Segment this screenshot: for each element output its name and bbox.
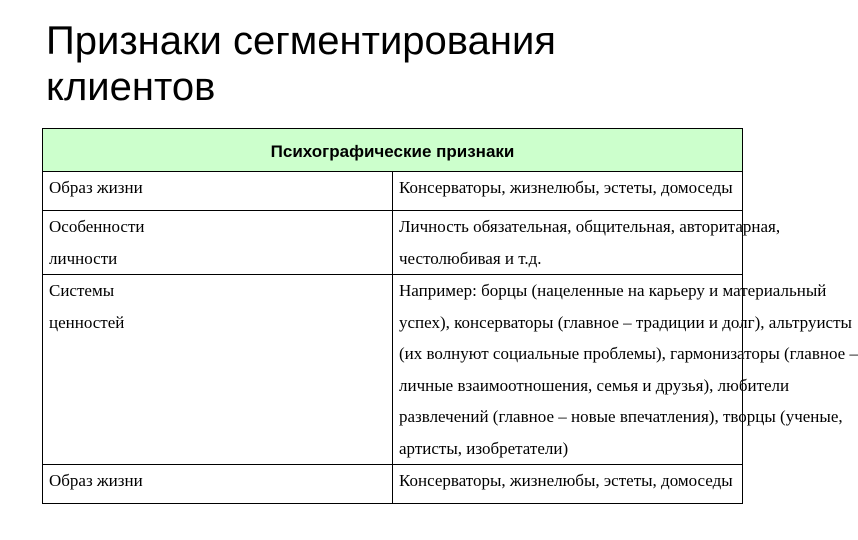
table-header-row (43, 129, 743, 172)
row-value-line: артисты, изобретатели) (399, 438, 569, 458)
row-label (43, 275, 393, 465)
slide-title-line-1: Признаки сегментирования (46, 19, 556, 63)
row-value-line: успех), консерваторы (главное – традиции и долг), альтруисты (399, 312, 852, 332)
table-row (43, 275, 743, 465)
row-value-line: личные взаимоотношения, семья и друзья), любители (399, 375, 790, 395)
row-value-line: развлечений (главное – новые впечатления), творцы (ученые, (399, 407, 843, 426)
row-label-line: Образ жизни (49, 471, 143, 490)
row-value (393, 465, 743, 504)
row-label-line: Системы (49, 281, 115, 300)
row-value (393, 172, 743, 211)
row-value-line: Например: борцы (нацеленные на карьеру и материальный (399, 281, 827, 300)
row-value-line: Консерваторы, жизнелюбы, эстеты, домоседы (399, 471, 733, 490)
row-value (393, 211, 781, 275)
row-value-line: (их волнуют социальные проблемы), гармонизаторы (главное – (399, 344, 858, 363)
table-row (43, 465, 743, 504)
row-label-line: Образ жизни (49, 178, 143, 197)
row-label (43, 465, 393, 504)
row-value-line: Консерваторы, жизнелюбы, эстеты, домоседы (399, 178, 733, 197)
row-value-line: Личность обязательная, общительная, авторитарная, (399, 217, 781, 236)
table-row (43, 172, 743, 211)
table-row (43, 211, 743, 275)
row-label-line: Особенности (49, 217, 145, 236)
row-label-line: личности (49, 248, 118, 268)
slide-title (46, 18, 746, 110)
row-label (43, 172, 393, 211)
row-label (43, 211, 393, 275)
row-label-line: ценностей (49, 312, 125, 332)
table-header: Психографические признаки (43, 129, 743, 172)
segmentation-table (42, 128, 858, 504)
row-value-line: честолюбивая и т.д. (399, 248, 542, 268)
row-value (393, 275, 858, 465)
slide-title-line-2: клиентов (46, 65, 216, 109)
